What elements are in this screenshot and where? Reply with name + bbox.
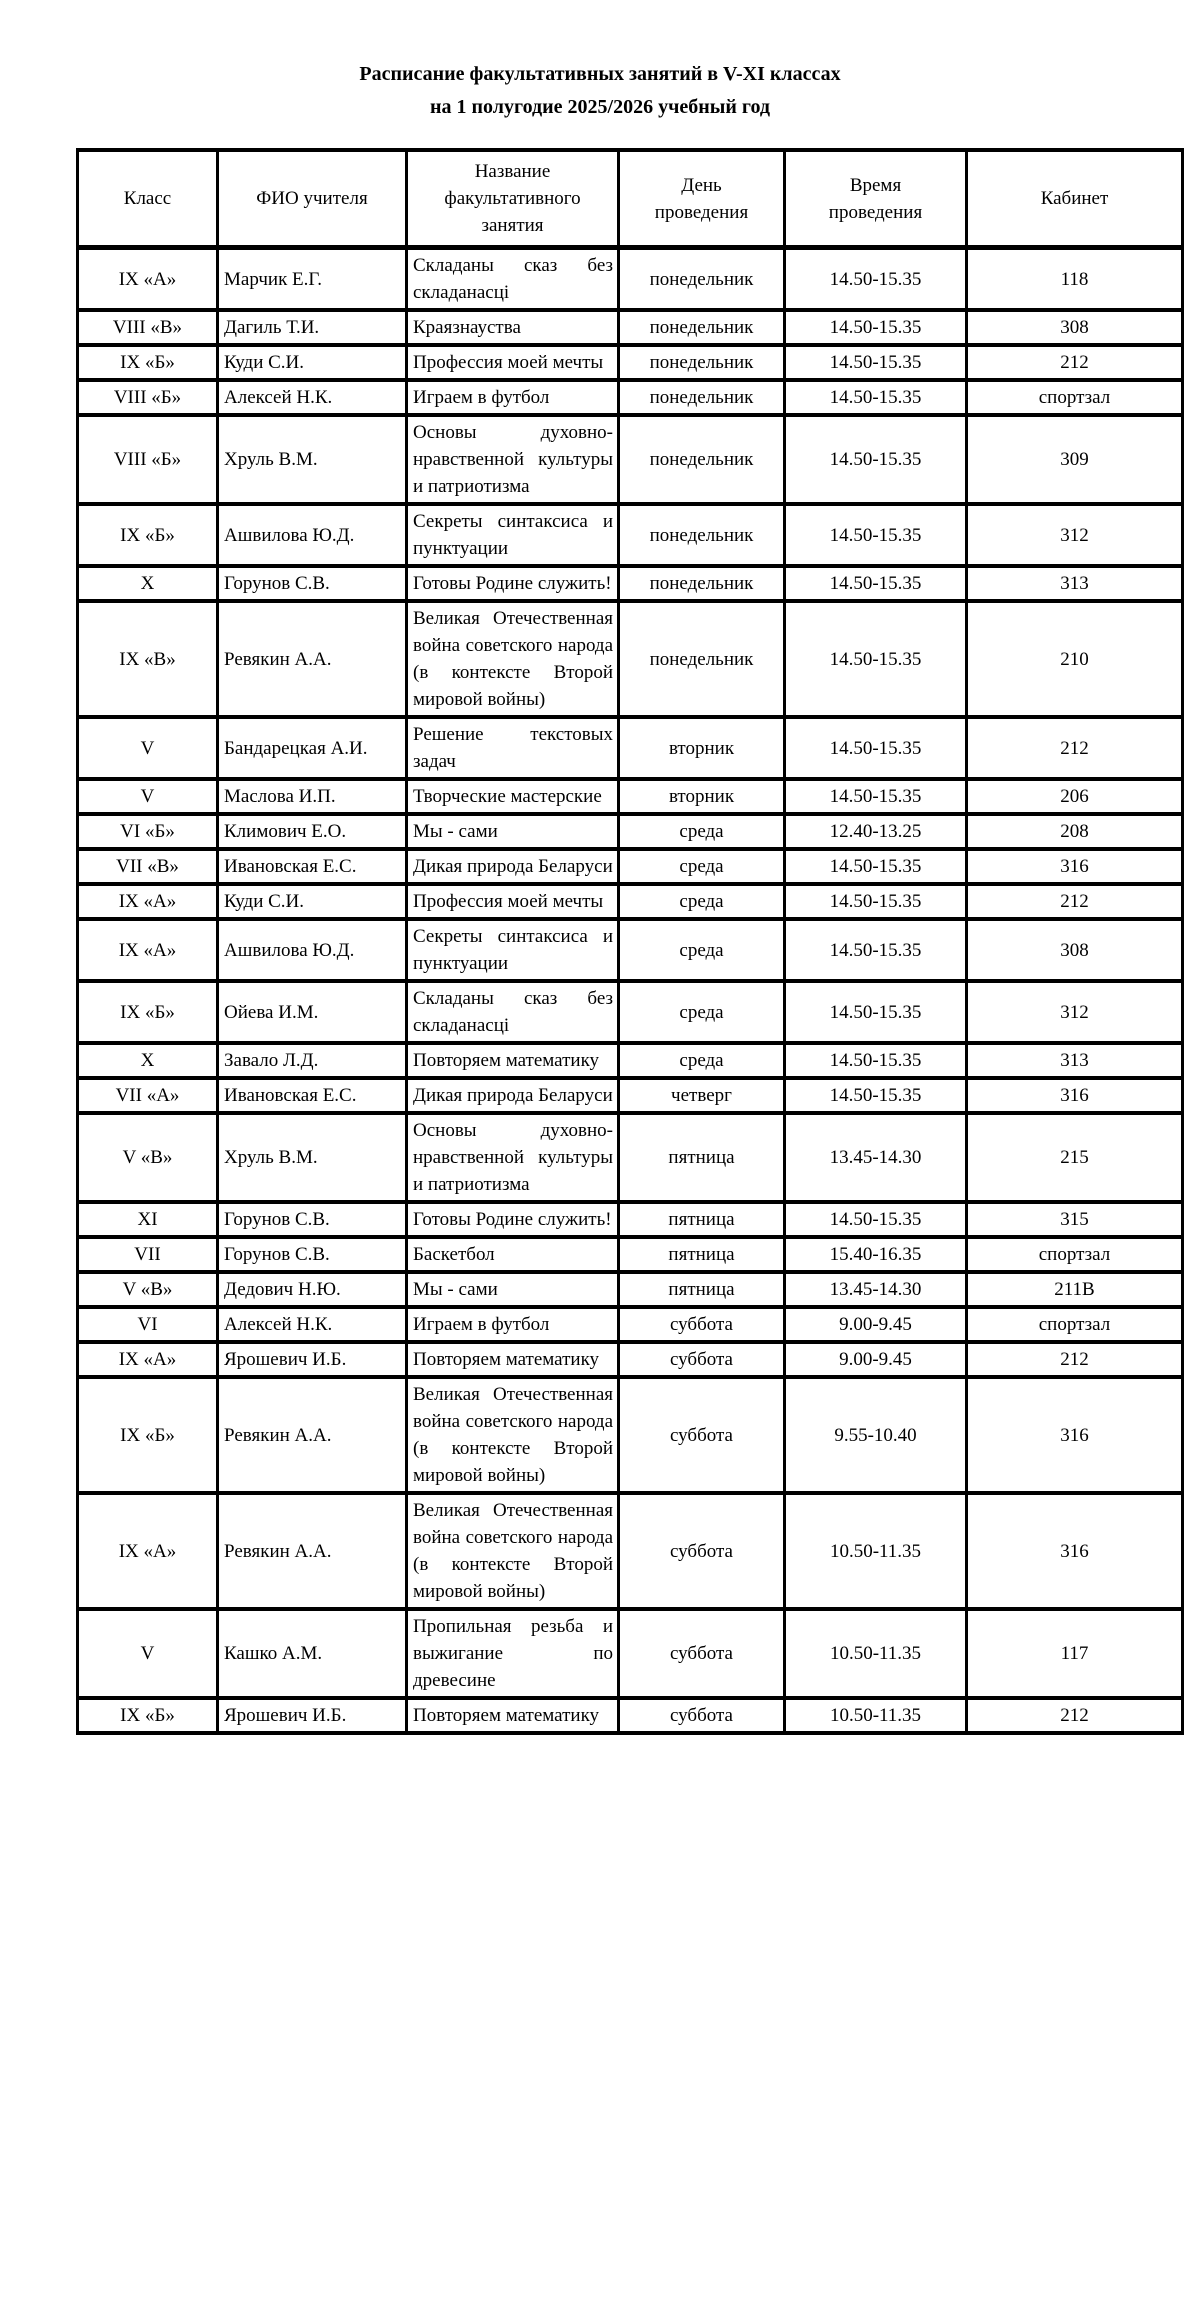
cell-room: 308 <box>967 919 1183 981</box>
cell-course: Основы духовно-нравственной культуры и патриотизма <box>407 1113 619 1202</box>
cell-class: IX «Б» <box>78 345 218 380</box>
cell-class: VIII «В» <box>78 310 218 345</box>
cell-time: 14.50-15.35 <box>785 415 967 504</box>
cell-day: пятница <box>619 1113 785 1202</box>
cell-course: Дикая природа Беларуси <box>407 1078 619 1113</box>
cell-time: 10.50-11.35 <box>785 1493 967 1609</box>
cell-time: 14.50-15.35 <box>785 779 967 814</box>
cell-time: 14.50-15.35 <box>785 504 967 566</box>
table-row <box>78 849 1183 884</box>
cell-class: V «В» <box>78 1272 218 1307</box>
cell-course: Краязнауства <box>407 310 619 345</box>
cell-time: 14.50-15.35 <box>785 849 967 884</box>
table-row <box>78 919 1183 981</box>
cell-room: 308 <box>967 310 1183 345</box>
table-row <box>78 1342 1183 1377</box>
table-row <box>78 504 1183 566</box>
cell-room: 206 <box>967 779 1183 814</box>
cell-teacher: Алексей Н.К. <box>218 1307 407 1342</box>
cell-teacher: Горунов С.В. <box>218 1202 407 1237</box>
table-row <box>78 248 1183 311</box>
cell-class: IX «Б» <box>78 1698 218 1733</box>
table-row <box>78 1272 1183 1307</box>
cell-time: 12.40-13.25 <box>785 814 967 849</box>
cell-class: IX «Б» <box>78 504 218 566</box>
cell-room: 316 <box>967 1493 1183 1609</box>
cell-room: 215 <box>967 1113 1183 1202</box>
cell-class: IX «Б» <box>78 1377 218 1493</box>
table-row <box>78 1307 1183 1342</box>
cell-time: 14.50-15.35 <box>785 310 967 345</box>
cell-course: Играем в футбол <box>407 1307 619 1342</box>
cell-teacher: Ивановская Е.С. <box>218 1078 407 1113</box>
cell-day: понедельник <box>619 345 785 380</box>
cell-class: V <box>78 1609 218 1698</box>
cell-day: среда <box>619 814 785 849</box>
table-row <box>78 1493 1183 1609</box>
cell-day: суббота <box>619 1342 785 1377</box>
table-row <box>78 415 1183 504</box>
cell-day: понедельник <box>619 248 785 311</box>
cell-course: Дикая природа Беларуси <box>407 849 619 884</box>
cell-course: Пропильная резьба и выжигание по древесине <box>407 1609 619 1698</box>
cell-day: понедельник <box>619 415 785 504</box>
cell-room: спортзал <box>967 1307 1183 1342</box>
cell-time: 15.40-16.35 <box>785 1237 967 1272</box>
cell-class: IX «А» <box>78 1493 218 1609</box>
cell-class: VII <box>78 1237 218 1272</box>
cell-class: IX «А» <box>78 248 218 311</box>
cell-class: V <box>78 779 218 814</box>
cell-room: 208 <box>967 814 1183 849</box>
cell-day: понедельник <box>619 504 785 566</box>
table-row <box>78 345 1183 380</box>
cell-teacher: Маслова И.П. <box>218 779 407 814</box>
cell-teacher: Хруль В.М. <box>218 1113 407 1202</box>
cell-time: 9.00-9.45 <box>785 1307 967 1342</box>
cell-teacher: Горунов С.В. <box>218 566 407 601</box>
cell-course: Повторяем математику <box>407 1043 619 1078</box>
column-header-day: День проведения <box>619 150 785 248</box>
cell-room: 212 <box>967 345 1183 380</box>
table-row <box>78 1113 1183 1202</box>
cell-class: IX «Б» <box>78 981 218 1043</box>
cell-room: 312 <box>967 981 1183 1043</box>
cell-course: Готовы Родине служить! <box>407 1202 619 1237</box>
cell-class: X <box>78 1043 218 1078</box>
cell-class: VIII «Б» <box>78 380 218 415</box>
cell-room: 211В <box>967 1272 1183 1307</box>
cell-room: 315 <box>967 1202 1183 1237</box>
cell-day: вторник <box>619 717 785 779</box>
cell-time: 10.50-11.35 <box>785 1698 967 1733</box>
table-row <box>78 1043 1183 1078</box>
table-row <box>78 981 1183 1043</box>
cell-room: 118 <box>967 248 1183 311</box>
cell-room: 212 <box>967 1342 1183 1377</box>
cell-day: суббота <box>619 1493 785 1609</box>
cell-day: среда <box>619 981 785 1043</box>
cell-teacher: Дагиль Т.И. <box>218 310 407 345</box>
table-row <box>78 380 1183 415</box>
cell-time: 14.50-15.35 <box>785 345 967 380</box>
cell-time: 14.50-15.35 <box>785 717 967 779</box>
cell-teacher: Ивановская Е.С. <box>218 849 407 884</box>
cell-course: Секреты синтаксиса и пунктуации <box>407 919 619 981</box>
cell-time: 14.50-15.35 <box>785 566 967 601</box>
cell-time: 13.45-14.30 <box>785 1113 967 1202</box>
cell-class: IX «А» <box>78 919 218 981</box>
table-row <box>78 1078 1183 1113</box>
cell-day: среда <box>619 1043 785 1078</box>
column-header-course: Название факультативного занятия <box>407 150 619 248</box>
cell-teacher: Ревякин А.А. <box>218 1493 407 1609</box>
table-row <box>78 779 1183 814</box>
cell-course: Баскетбол <box>407 1237 619 1272</box>
cell-day: пятница <box>619 1237 785 1272</box>
cell-day: понедельник <box>619 380 785 415</box>
cell-time: 14.50-15.35 <box>785 981 967 1043</box>
cell-course: Великая Отечественная война советского народа (в контексте Второй мировой войны) <box>407 601 619 717</box>
title-line-2: на 1 полугодие 2025/2026 учебный год <box>429 96 771 118</box>
cell-teacher: Ревякин А.А. <box>218 1377 407 1493</box>
cell-time: 14.50-15.35 <box>785 1043 967 1078</box>
cell-room: 316 <box>967 1078 1183 1113</box>
cell-teacher: Горунов С.В. <box>218 1237 407 1272</box>
column-header-room: Кабинет <box>967 150 1183 248</box>
cell-course: Профессия моей мечты <box>407 345 619 380</box>
cell-time: 9.00-9.45 <box>785 1342 967 1377</box>
cell-class: V <box>78 717 218 779</box>
cell-time: 14.50-15.35 <box>785 1078 967 1113</box>
cell-class: IX «В» <box>78 601 218 717</box>
cell-day: вторник <box>619 779 785 814</box>
cell-day: понедельник <box>619 601 785 717</box>
column-header-teacher: ФИО учителя <box>218 150 407 248</box>
column-header-class: Класс <box>78 150 218 248</box>
title-line-1: Расписание факультативных занятий в V-XI классах <box>359 63 841 85</box>
cell-day: суббота <box>619 1377 785 1493</box>
table-row <box>78 566 1183 601</box>
cell-course: Великая Отечественная война советского народа (в контексте Второй мировой войны) <box>407 1377 619 1493</box>
cell-day: суббота <box>619 1307 785 1342</box>
cell-room: 212 <box>967 717 1183 779</box>
cell-room: 313 <box>967 566 1183 601</box>
cell-day: четверг <box>619 1078 785 1113</box>
cell-teacher: Ашвилова Ю.Д. <box>218 504 407 566</box>
table-body <box>78 248 1183 1734</box>
schedule-table <box>76 148 1184 1735</box>
cell-room: 312 <box>967 504 1183 566</box>
cell-time: 14.50-15.35 <box>785 601 967 717</box>
table-row <box>78 1609 1183 1698</box>
table-row <box>78 1202 1183 1237</box>
cell-teacher: Ойева И.М. <box>218 981 407 1043</box>
cell-time: 10.50-11.35 <box>785 1609 967 1698</box>
cell-course: Секреты синтаксиса и пунктуации <box>407 504 619 566</box>
cell-class: XI <box>78 1202 218 1237</box>
cell-day: понедельник <box>619 310 785 345</box>
cell-time: 13.45-14.30 <box>785 1272 967 1307</box>
cell-day: пятница <box>619 1272 785 1307</box>
cell-day: понедельник <box>619 566 785 601</box>
cell-room: спортзал <box>967 1237 1183 1272</box>
cell-teacher: Дедович Н.Ю. <box>218 1272 407 1307</box>
cell-course: Творческие мастерские <box>407 779 619 814</box>
cell-course: Складаны сказ без складанасці <box>407 248 619 311</box>
cell-teacher: Куди С.И. <box>218 884 407 919</box>
cell-day: среда <box>619 919 785 981</box>
cell-course: Мы - сами <box>407 814 619 849</box>
cell-course: Решение текстовых задач <box>407 717 619 779</box>
table-row <box>78 717 1183 779</box>
table-row <box>78 601 1183 717</box>
cell-teacher: Ярошевич И.Б. <box>218 1342 407 1377</box>
cell-class: X <box>78 566 218 601</box>
cell-day: среда <box>619 849 785 884</box>
cell-room: 313 <box>967 1043 1183 1078</box>
cell-time: 14.50-15.35 <box>785 380 967 415</box>
cell-teacher: Завало Л.Д. <box>218 1043 407 1078</box>
cell-teacher: Куди С.И. <box>218 345 407 380</box>
cell-room: 316 <box>967 1377 1183 1493</box>
cell-time: 14.50-15.35 <box>785 884 967 919</box>
cell-course: Складаны сказ без складанасці <box>407 981 619 1043</box>
cell-class: VI «Б» <box>78 814 218 849</box>
cell-room: спортзал <box>967 380 1183 415</box>
table-header-row <box>78 150 1183 248</box>
cell-class: VIII «Б» <box>78 415 218 504</box>
cell-teacher: Ашвилова Ю.Д. <box>218 919 407 981</box>
cell-room: 316 <box>967 849 1183 884</box>
document-title <box>0 58 1200 124</box>
cell-room: 210 <box>967 601 1183 717</box>
cell-teacher: Алексей Н.К. <box>218 380 407 415</box>
cell-time: 14.50-15.35 <box>785 1202 967 1237</box>
cell-course: Готовы Родине служить! <box>407 566 619 601</box>
cell-class: VII «А» <box>78 1078 218 1113</box>
cell-course: Повторяем математику <box>407 1698 619 1733</box>
table-row <box>78 884 1183 919</box>
cell-teacher: Ярошевич И.Б. <box>218 1698 407 1733</box>
cell-teacher: Климович Е.О. <box>218 814 407 849</box>
cell-day: среда <box>619 884 785 919</box>
cell-teacher: Бандарецкая А.И. <box>218 717 407 779</box>
cell-teacher: Кашко А.М. <box>218 1609 407 1698</box>
cell-room: 309 <box>967 415 1183 504</box>
cell-time: 9.55-10.40 <box>785 1377 967 1493</box>
cell-course: Мы - сами <box>407 1272 619 1307</box>
column-header-time: Время проведения <box>785 150 967 248</box>
table-row <box>78 1237 1183 1272</box>
cell-day: пятница <box>619 1202 785 1237</box>
cell-room: 212 <box>967 1698 1183 1733</box>
cell-class: VII «В» <box>78 849 218 884</box>
cell-day: суббота <box>619 1698 785 1733</box>
cell-course: Великая Отечественная война советского народа (в контексте Второй мировой войны) <box>407 1493 619 1609</box>
cell-teacher: Марчик Е.Г. <box>218 248 407 311</box>
cell-teacher: Хруль В.М. <box>218 415 407 504</box>
cell-class: IX «А» <box>78 884 218 919</box>
cell-course: Основы духовно-нравственной культуры и патриотизма <box>407 415 619 504</box>
cell-class: V «В» <box>78 1113 218 1202</box>
table-row <box>78 1698 1183 1733</box>
cell-day: суббота <box>619 1609 785 1698</box>
cell-room: 212 <box>967 884 1183 919</box>
table-row <box>78 1377 1183 1493</box>
cell-teacher: Ревякин А.А. <box>218 601 407 717</box>
cell-course: Играем в футбол <box>407 380 619 415</box>
cell-time: 14.50-15.35 <box>785 919 967 981</box>
cell-class: IX «А» <box>78 1342 218 1377</box>
cell-course: Профессия моей мечты <box>407 884 619 919</box>
table-row <box>78 310 1183 345</box>
table-row <box>78 814 1183 849</box>
cell-room: 117 <box>967 1609 1183 1698</box>
cell-class: VI <box>78 1307 218 1342</box>
cell-course: Повторяем математику <box>407 1342 619 1377</box>
cell-time: 14.50-15.35 <box>785 248 967 311</box>
